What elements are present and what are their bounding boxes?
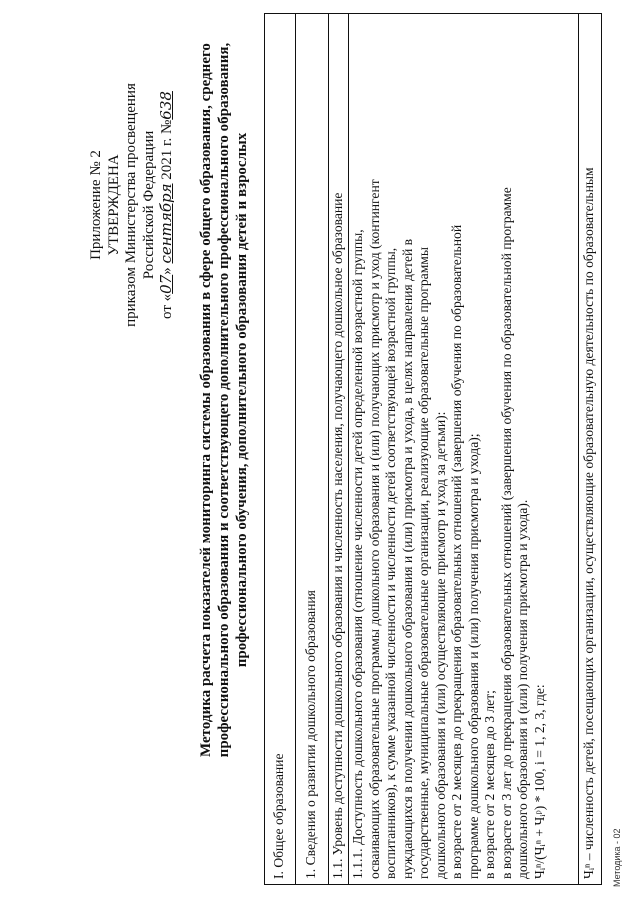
order-date-line: от «07» сентября 2021 г. №638 <box>157 91 175 319</box>
indicator-line: дошкольного образования и (или) осуществляющие присмотр и уход за детьми): <box>432 411 448 879</box>
table-row-subsection <box>296 14 329 884</box>
item-heading: 1.1. Уровень доступности дошкольного образования и численность населения, получающего дошкольное образование <box>330 192 345 879</box>
indicator-line: осваивающих образовательные программы дошкольного образования и (или) получающих присмотр и уход (контингент <box>366 179 382 879</box>
document-title <box>197 15 251 785</box>
footer-code: Методика - 02 <box>612 828 622 887</box>
table-row-indicator <box>349 14 579 884</box>
title-line: Методика расчета показателей мониторинга системы образования в сфере общего образования, среднего <box>198 43 214 757</box>
table-row-item <box>329 14 349 884</box>
indicator-line: воспитанников), к сумме указанной численности и численности детей соответствующей возрастной группы, <box>383 247 398 879</box>
title-line: профессионального обучения, дополнительного образования детей и взрослых <box>234 132 250 668</box>
table-row-definition <box>579 14 601 884</box>
indicator-line: 1.1.1. Доступность дошкольного образования (отношение численности детей определенной возрастной группы, <box>350 229 365 879</box>
order-line: приказом Министерства просвещения <box>123 83 139 327</box>
indicator-line: государственные, муниципальные образовательные организации, реализующие образовательные программы <box>416 246 431 879</box>
section-heading: I. Общее образование <box>271 753 286 879</box>
title-line: профессионального образования и соответствующего дополнительного профессионального образования, <box>216 42 232 758</box>
handwritten-month: сентября <box>157 183 175 264</box>
handwritten-day: 07 <box>157 274 175 294</box>
definition-line: Чᵢⁿ – численность детей, посещающих организации, осуществляющие образовательную деятельность по образовательным <box>581 167 596 879</box>
handwritten-order-number: 638 <box>157 91 175 120</box>
indicator-line: в возрасте от 2 месяцев до 3 лет; <box>482 690 497 879</box>
table-row-section <box>265 14 296 884</box>
subsection-heading: 1. Сведения о развитии дошкольного образования <box>303 590 318 879</box>
formula-line: Чᵢⁿ/(Чᵢⁿ + Чᵢᵖ) * 100, i = 1, 2, 3, где: <box>531 684 547 879</box>
indicator-line: дошкольного образования и (или) получения присмотра и ухода). <box>515 499 530 879</box>
country-line: Российской Федерации <box>140 130 157 280</box>
appendix-label: Приложение № 2 <box>88 150 104 260</box>
approved-label: УТВЕРЖДЕНА <box>105 154 122 256</box>
indicator-line: программе дошкольного образования и (или) получения присмотра и ухода); <box>465 433 481 879</box>
indicator-line: в возрасте от 2 месяцев до прекращения образовательных отношений (завершения обучения по образовательной <box>449 224 464 879</box>
indicator-line: в возрасте от 3 лет до прекращения образовательных отношений (завершения обучения по образовательной программе <box>498 187 514 879</box>
indicator-table <box>264 13 602 885</box>
indicator-line: нуждающихся в получении дошкольного образования и (или) присмотра и ухода, в целях направления детей в <box>399 238 415 879</box>
approval-block <box>88 40 177 370</box>
